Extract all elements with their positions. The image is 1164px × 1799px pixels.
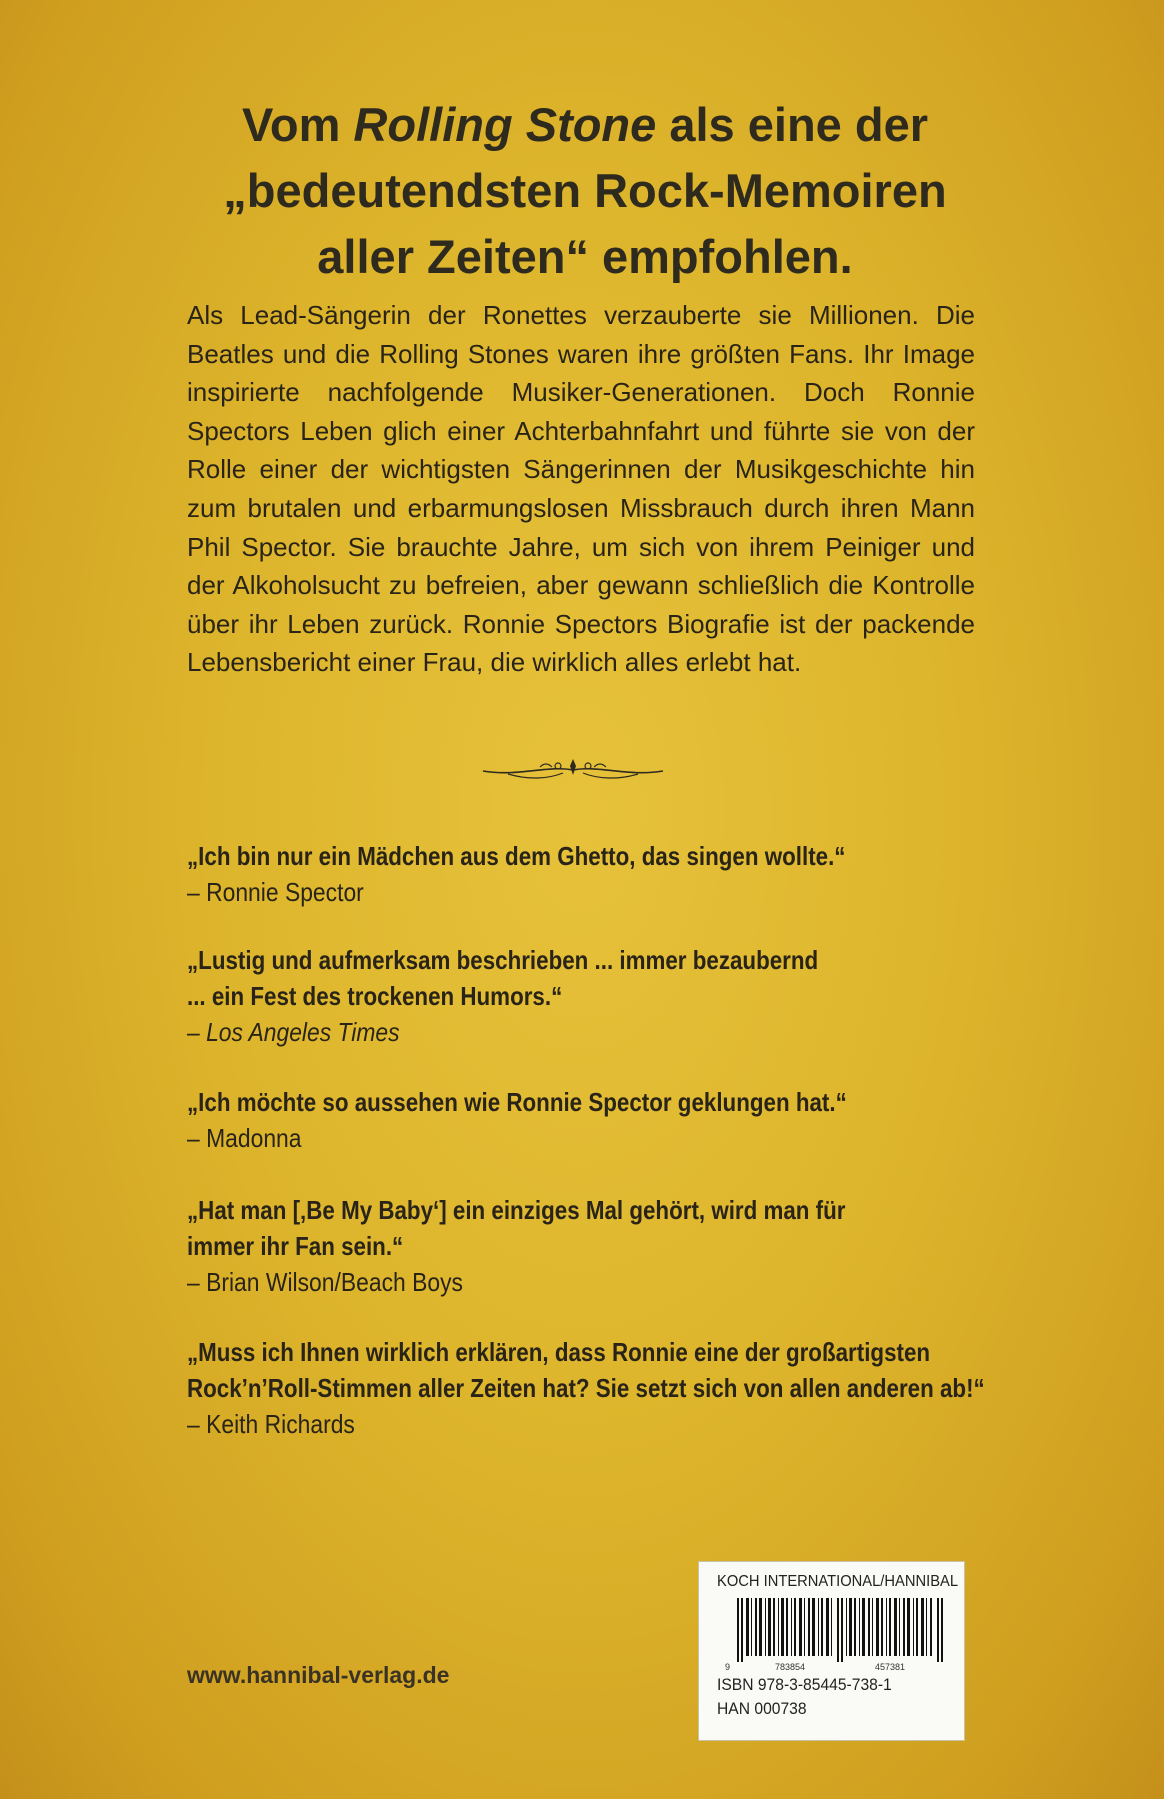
- barcode-label: [698, 1561, 965, 1741]
- quote-text: „Ich bin nur ein Mädchen aus dem Ghetto, das singen wollte.“: [187, 841, 846, 871]
- quote-text: „Muss ich Ihnen wirklich erklären, dass Ronnie eine der großartigsten Rock’n’Roll-Stimmen aller Zeiten hat? Sie setzt sich von allen anderen ab!“: [187, 1337, 985, 1403]
- quote-source: – Brian Wilson/Beach Boys: [187, 1267, 463, 1297]
- barcode-publisher: KOCH INTERNATIONAL/HANNIBAL: [717, 1573, 959, 1590]
- quote-source: – Keith Richards: [187, 1409, 355, 1439]
- headline-line-3: aller Zeiten“ empfohlen.: [317, 230, 853, 283]
- quote-madonna: [187, 1084, 987, 1156]
- headline-line-2: „bedeutendsten Rock-Memoiren: [223, 164, 947, 217]
- headline-rolling-stone: Rolling Stone: [353, 98, 657, 151]
- quote-source: – Ronnie Spector: [187, 877, 364, 907]
- barcode-icon: [737, 1598, 947, 1662]
- publisher-website: www.hannibal-verlag.de: [187, 1662, 450, 1688]
- quote-source: – Madonna: [187, 1123, 302, 1153]
- quote-text: „Ich möchte so aussehen wie Ronnie Spector geklungen hat.“: [187, 1087, 847, 1117]
- barcode-digit-first: 9: [725, 1662, 731, 1672]
- isbn-number: ISBN 978-3-85445-738-1: [717, 1675, 892, 1694]
- quote-source: – Los Angeles Times: [187, 1017, 400, 1047]
- han-number: HAN 000738: [717, 1699, 807, 1718]
- headline-line-1: Vom Rolling Stone als eine der: [242, 98, 928, 151]
- barcode-digits-left: 783854: [775, 1662, 806, 1672]
- book-blurb: Als Lead-Sängerin der Ronettes verzauberte sie Millionen. Die Beatles und die Rolling Stones waren ihre größten Fans. Ihr Image inspirierte nachfolgende Musiker-Generationen. Doch Ronnie Spectors Leben glich einer Achterbahnfahrt und führte sie von der Rolle einer der wichtigsten Sängerinnen der Musikgeschichte hin zum brutalen und erbarmungslosen Missbrauch durch ihren Mann Phil Spector. Sie brauchte Jahre, um sich von ihrem Peiniger und der Alkoholsucht zu befreien, aber gewann schließlich die Kontrolle über ihr Leben zurück. Ronnie Spectors Biografie ist der packende Lebensbericht einer Frau, die wirklich alles erlebt hat.: [187, 300, 975, 678]
- quote-keith-richards: [187, 1334, 987, 1442]
- headline: [120, 92, 1050, 290]
- quote-brian-wilson: [187, 1192, 987, 1300]
- ornament-divider-icon: [478, 753, 668, 787]
- quote-los-angeles-times: [187, 942, 987, 1050]
- quote-text: „Lustig und aufmerksam beschrieben ... immer bezaubernd ... ein Fest des trockenen Humors.“: [187, 945, 819, 1011]
- barcode-digits-right: 457381: [875, 1662, 906, 1672]
- quote-ronnie-spector: [187, 838, 987, 910]
- quote-text: „Hat man [‚Be My Baby‘] ein einziges Mal gehört, wird man für immer ihr Fan sein.“: [187, 1195, 846, 1261]
